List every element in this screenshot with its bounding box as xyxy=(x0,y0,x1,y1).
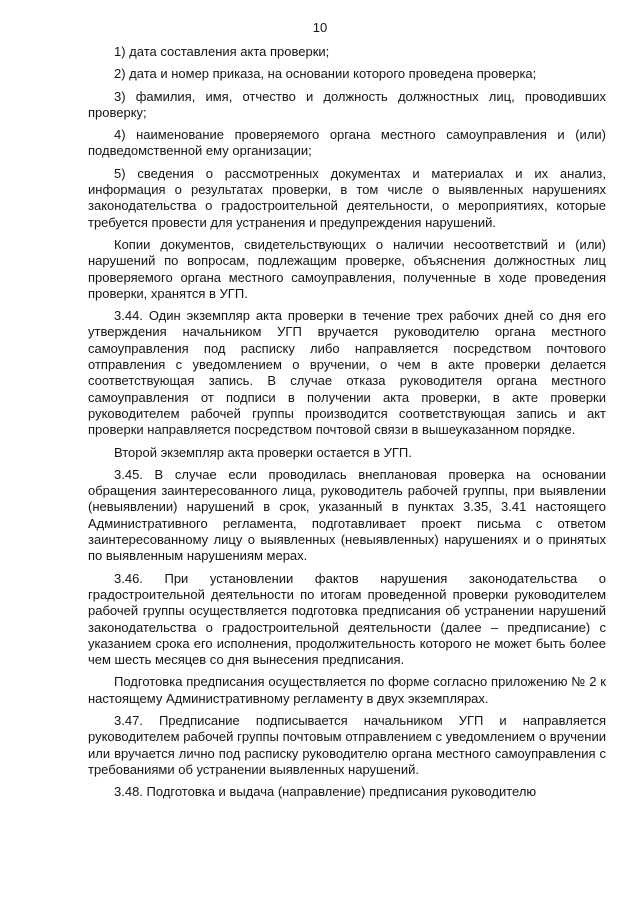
paragraph-3-46: 3.46. При установлении фактов нарушения законодательства о градостроительной деятельности по итогам проведенной проверки руководителем рабочей группы осуществляется подготовка предписания об устранении нарушений законодательства о градостроительной деятельности (далее – предписание) с указанием срока его исполнения, продолжительность которого не может быть более чем шесть месяцев со дня вынесения предписания. xyxy=(88,570,606,668)
list-item-documents-info: 5) сведения о рассмотренных документах и материалах и их анализ, информация о результатах проверки, в том числе о выявленных нарушениях законодательства о градостроительной деятельности, о мероприятиях, которые требуется провести для устранения и предупреждения нарушений. xyxy=(88,165,606,230)
paragraph-3-45: 3.45. В случае если проводилась внеплановая проверка на основании обращения заинтересованного лица, руководитель рабочей группы, при выявлении (невыявлении) нарушений в срок, указанный в пунктах 3.35, 3.41 настоящего Административного регламента, подготавливает проект письма с ответом заинтересованному лицу о выявленных (невыявленных) нарушениях и о принятых по выявленным нарушениям мерах. xyxy=(88,466,606,564)
paragraph-3-44: 3.44. Один экземпляр акта проверки в течение трех рабочих дней со дня его утверждения начальником УГП вручается руководителю органа местного самоуправления под расписку либо направляется посредством почтового отправления с уведомлением о вручении, о чем в акте проверки делается соответствующая запись. В случае отказа руководителя органа местного самоуправления от подписи в получении акта проверки, в акте проверки руководителем рабочей группы производится соответствующая запись и акт проверки направляется посредством почтовой связи в вышеуказанном порядке. xyxy=(88,308,606,438)
page-number: 10 xyxy=(312,20,328,35)
list-item-officials: 3) фамилия, имя, отчество и должность должностных лиц, проводивших проверку; xyxy=(88,88,606,120)
document-body xyxy=(88,44,606,800)
paragraph-3-47: 3.47. Предписание подписывается начальником УГП и направляется руководителем рабочей группы почтовым отправлением с уведомлением о вручении или вручается лично под расписку руководителю органа местного самоуправления с требованиями об устранении выявленных нарушений. xyxy=(88,712,606,777)
paragraph-document-copies: Копии документов, свидетельствующих о наличии несоответствий и (или) нарушений по вопросам, подлежащим проверке, объяснения должностных лиц проверяемого органа местного самоуправления, полученные в ходе проведения проверки, хранятся в УГП. xyxy=(88,236,606,301)
paragraph-second-copy: Второй экземпляр акта проверки остается в УГП. xyxy=(114,444,412,460)
paragraph-3-48: 3.48. Подготовка и выдача (направление) предписания руководителю xyxy=(114,784,537,800)
paragraph-prescription-form: Подготовка предписания осуществляется по форме согласно приложению № 2 к настоящему Административному регламенту в двух экземплярах. xyxy=(88,674,606,706)
list-item-organ-name: 4) наименование проверяемого органа местного самоуправления и (или) подведомственной ему организации; xyxy=(88,127,606,159)
list-item-act-date: 1) дата составления акта проверки; xyxy=(114,44,330,59)
list-item-order-date: 2) дата и номер приказа, на основании которого проведена проверка; xyxy=(114,66,537,82)
